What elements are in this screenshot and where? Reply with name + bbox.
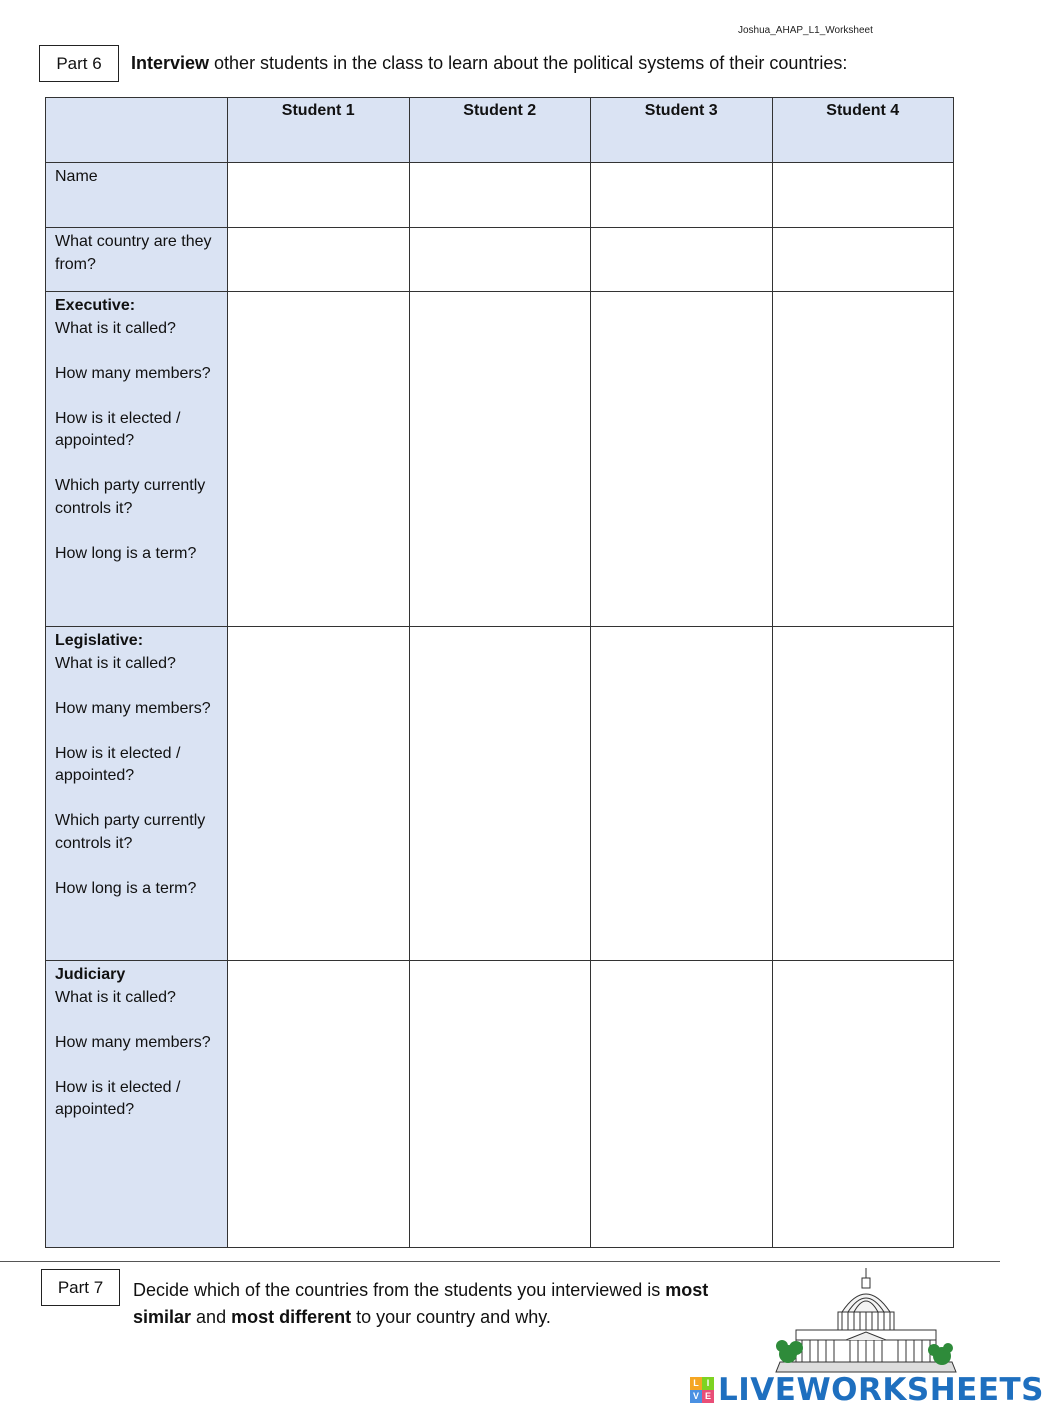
row-label-executive (46, 292, 228, 627)
legislative-q-elected: How is it elected / appointed? (55, 744, 181, 784)
answer-cell[interactable] (228, 292, 410, 627)
table-row (46, 163, 954, 228)
executive-q-term: How long is a term? (55, 544, 197, 562)
legislative-q-party: Which party currently controls it? (55, 812, 206, 852)
part-7-instruction (133, 1277, 753, 1331)
legislative-title: Legislative: (55, 632, 144, 649)
liveworksheets-logo-icon (690, 1377, 714, 1403)
executive-q-party: Which party currently controls it? (55, 477, 206, 517)
logo-letter: E (702, 1390, 714, 1403)
legislative-q-term: How long is a term? (55, 879, 197, 897)
answer-cell[interactable] (228, 163, 410, 228)
table-row (46, 627, 954, 961)
answer-cell[interactable] (228, 228, 410, 292)
executive-q-members: How many members? (55, 364, 211, 382)
legislative-q-members: How many members? (55, 699, 211, 717)
judiciary-q-called: What is it called? (55, 988, 176, 1006)
row-label-judiciary (46, 961, 228, 1248)
document-file-label: Joshua_AHAP_L1_Worksheet (738, 25, 873, 36)
column-header-student-4: Student 4 (772, 98, 954, 163)
answer-cell[interactable] (591, 627, 773, 961)
liveworksheets-brand (690, 1372, 1044, 1408)
brand-name[interactable]: LIVEWORKSHEETS (718, 1372, 1044, 1408)
row-label-country: What country are they from? (46, 228, 228, 292)
instruction-bold: Interview (131, 53, 210, 73)
answer-cell[interactable] (591, 163, 773, 228)
part-7-label: Part 7 (41, 1269, 120, 1306)
table-corner-cell (46, 98, 228, 163)
judiciary-q-members: How many members? (55, 1033, 211, 1051)
answer-cell[interactable] (772, 627, 954, 961)
answer-cell[interactable] (772, 292, 954, 627)
judiciary-q-elected: How is it elected / appointed? (55, 1078, 181, 1118)
part-7-bold-similar: most similar (133, 1280, 709, 1327)
part-7-bold-different: most different (231, 1307, 352, 1327)
answer-cell[interactable] (409, 228, 591, 292)
part-6-instruction (131, 53, 847, 74)
answer-cell[interactable] (772, 961, 954, 1248)
column-header-student-2: Student 2 (409, 98, 591, 163)
answer-cell[interactable] (591, 961, 773, 1248)
row-label-legislative (46, 627, 228, 961)
row-label-name: Name (46, 163, 228, 228)
judiciary-title: Judiciary (55, 966, 126, 983)
executive-q-called: What is it called? (55, 319, 176, 337)
legislative-q-called: What is it called? (55, 654, 176, 672)
answer-cell[interactable] (591, 292, 773, 627)
part-7-text-3: to your country and why. (351, 1307, 551, 1327)
executive-q-elected: How is it elected / appointed? (55, 409, 181, 449)
instruction-text: other students in the class to learn about the political systems of their countries: (209, 53, 848, 73)
part-7-text-2: and (191, 1307, 232, 1327)
answer-cell[interactable] (409, 961, 591, 1248)
part-6-label: Part 6 (39, 45, 119, 82)
table-row (46, 961, 954, 1248)
answer-cell[interactable] (409, 163, 591, 228)
column-header-student-3: Student 3 (591, 98, 773, 163)
executive-title: Executive: (55, 297, 136, 314)
answer-cell[interactable] (772, 163, 954, 228)
answer-cell[interactable] (228, 961, 410, 1248)
answer-cell[interactable] (228, 627, 410, 961)
logo-letter: L (690, 1377, 702, 1390)
logo-letter: I (702, 1377, 714, 1390)
section-divider (0, 1261, 1000, 1262)
answer-cell[interactable] (409, 292, 591, 627)
answer-cell[interactable] (772, 228, 954, 292)
capitol-building-icon (776, 1266, 956, 1384)
table-row (46, 228, 954, 292)
column-header-student-1: Student 1 (228, 98, 410, 163)
answer-cell[interactable] (409, 627, 591, 961)
interview-table (45, 97, 954, 1248)
part-7-text-1: Decide which of the countries from the students you interviewed is (133, 1280, 666, 1300)
table-row (46, 292, 954, 627)
logo-letter: V (690, 1390, 702, 1403)
answer-cell[interactable] (591, 228, 773, 292)
